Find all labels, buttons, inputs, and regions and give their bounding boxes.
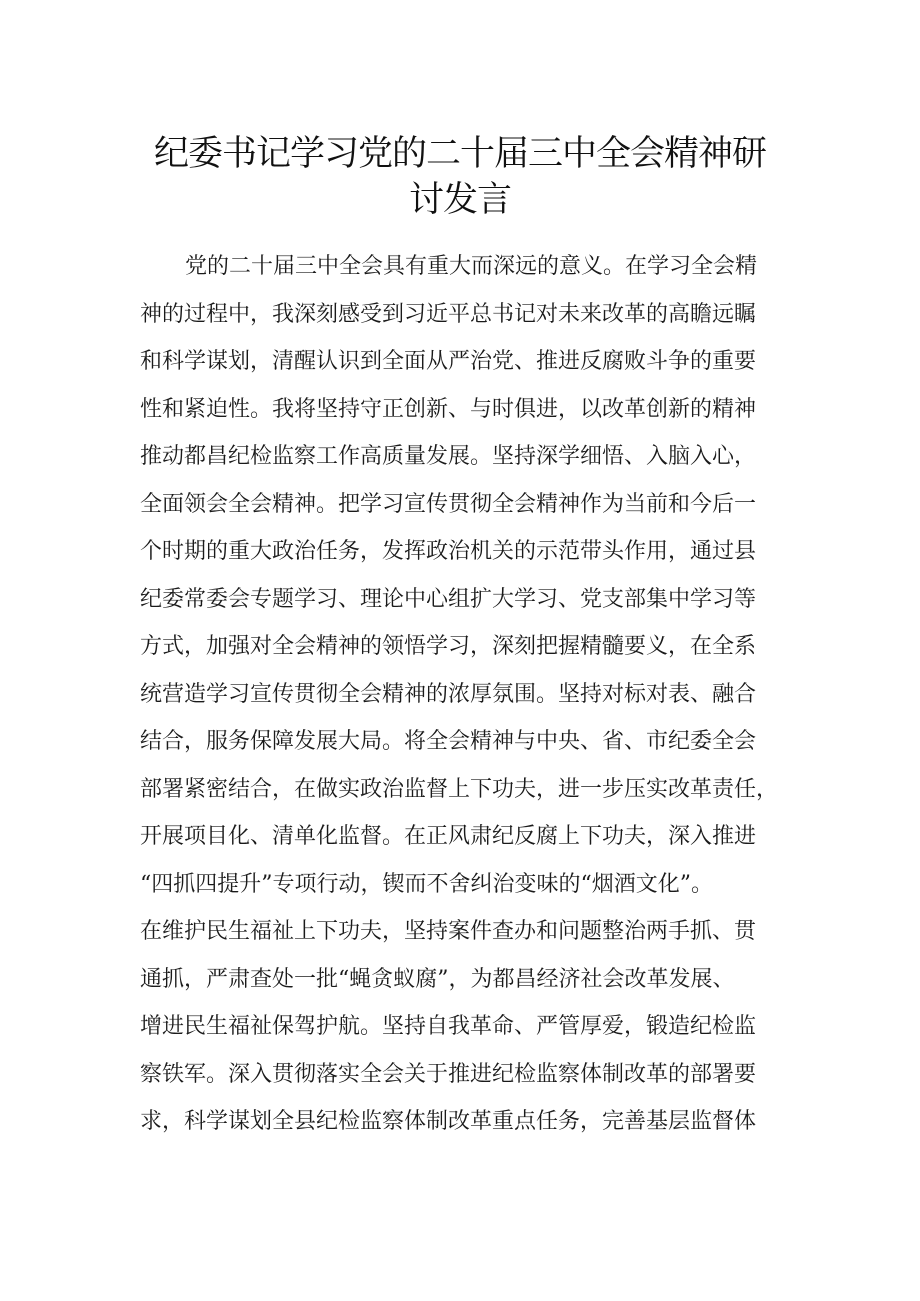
body-line-15: 在维护民生福祉上下功夫，坚持案件查办和问题整治两手抓、贯 bbox=[140, 919, 757, 944]
body-line-3: 和科学谋划，清醒认识到全面从严治党、推进反腐败斗争的重要 bbox=[140, 349, 757, 374]
body-line-13: 开展项目化、清单化监督。在正风肃纪反腐上下功夫，深入推进 bbox=[140, 824, 757, 849]
body-line-19: 求，科学谋划全县纪检监察体制改革重点任务，完善基层监督体 bbox=[140, 1109, 757, 1134]
body-line-2: 神的过程中，我深刻感受到习近平总书记对未来改革的高瞻远瞩 bbox=[140, 302, 757, 327]
body-line-14: “四抓四提升”专项行动，锲而不舍纠治变味的“烟酒文化”。 bbox=[140, 872, 713, 897]
body-line-5: 推动都昌纪检监察工作高质量发展。坚持深学细悟、入脑入心， bbox=[140, 444, 757, 469]
body-line-7: 个时期的重大政治任务，发挥政治机关的示范带头作用，通过县 bbox=[140, 539, 757, 564]
body-line-4: 性和紧迫性。我将坚持守正创新、与时俱进，以改革创新的精神 bbox=[140, 397, 757, 422]
body-line-6: 全面领会全会精神。把学习宣传贯彻全会精神作为当前和今后一 bbox=[140, 492, 757, 517]
body-line-18: 察铁军。深入贯彻落实全会关于推进纪检监察体制改革的部署要 bbox=[140, 1062, 757, 1087]
document-title-line-1: 纪委书记学习党的二十届三中全会精神研 bbox=[153, 134, 766, 174]
body-line-12: 部署紧密结合，在做实政治监督上下功夫，进一步压实改革责任， bbox=[140, 777, 779, 802]
body-line-17: 增进民生福祉保驾护航。坚持自我革命、严管厚爱，锻造纪检监 bbox=[140, 1014, 757, 1039]
body-line-10: 统营造学习宣传贯彻全会精神的浓厚氛围。坚持对标对表、融合 bbox=[140, 682, 757, 707]
body-line-9: 方式，加强对全会精神的领悟学习，深刻把握精髓要义，在全系 bbox=[140, 634, 757, 659]
body-line-11: 结合，服务保障发展大局。将全会精神与中央、省、市纪委全会 bbox=[140, 729, 757, 754]
body-line-1: 党的二十届三中全会具有重大而深远的意义。在学习全会精 bbox=[185, 254, 758, 279]
body-line-16: 通抓，严肃查处一批“蝇贪蚁腐”，为都昌经济社会改革发展、 bbox=[140, 967, 735, 992]
body-line-8: 纪委常委会专题学习、理论中心组扩大学习、党支部集中学习等 bbox=[140, 587, 757, 612]
document-title-line-2: 讨发言 bbox=[408, 180, 511, 220]
